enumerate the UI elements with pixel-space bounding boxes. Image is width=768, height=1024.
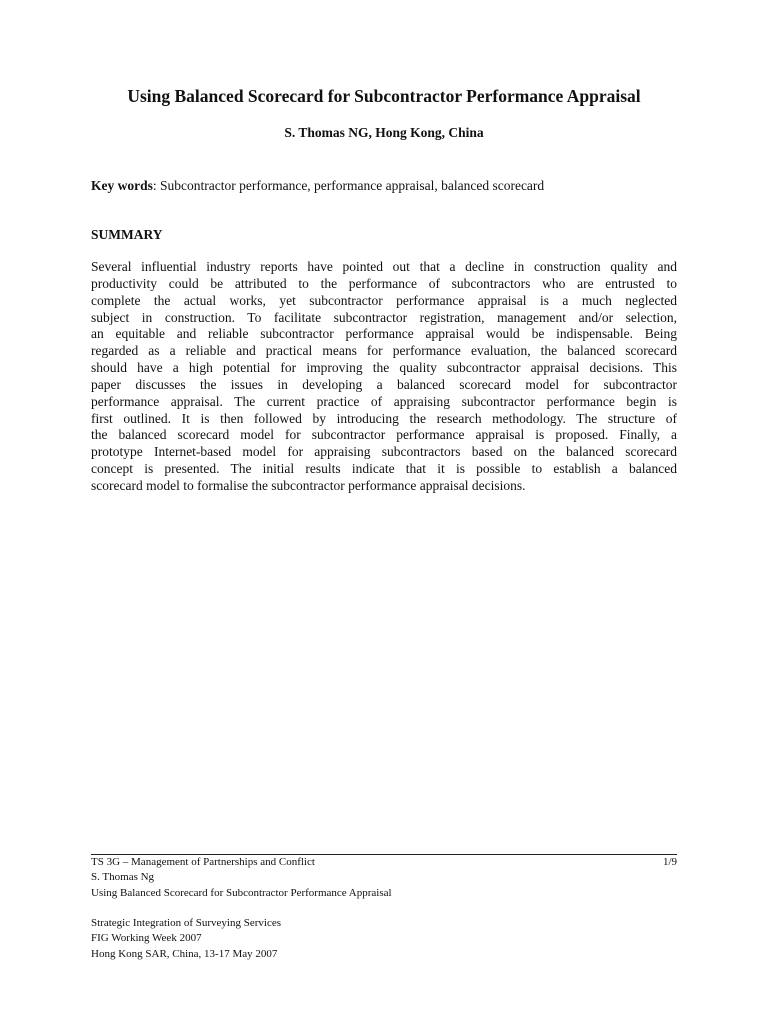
summary-line: subject in construction. To facilitate subcontractor registration, management and/or selection,	[91, 309, 677, 325]
footer-event: FIG Working Week 2007	[91, 932, 202, 945]
footer-author: S. Thomas Ng	[91, 871, 155, 884]
author-line: S. Thomas NG, Hong Kong, China	[284, 125, 484, 140]
summary-line: concept is presented. The initial results indicate that it is possible to establish a balanced	[91, 461, 677, 477]
paper-title: Using Balanced Scorecard for Subcontractor Performance Appraisal	[127, 86, 641, 106]
summary-line: first outlined. It is then followed by introducing the research methodology. The structure of	[91, 410, 677, 426]
footer-paper-title: Using Balanced Scorecard for Subcontractor Performance Appraisal	[91, 886, 392, 899]
summary-line: scorecard model to formalise the subcontractor performance appraisal decisions.	[91, 477, 526, 493]
summary-line: should have a high potential for improving the quality subcontractor appraisal decisions. This	[91, 360, 677, 376]
summary-line: performance appraisal. The current practice of appraising subcontractor performance begin is	[91, 393, 677, 409]
page-number: 1/9	[662, 856, 677, 868]
footer-spacer	[91, 901, 677, 916]
page-footer	[91, 855, 677, 962]
summary-heading: SUMMARY	[91, 227, 163, 242]
keywords-label: Key words	[91, 178, 153, 193]
summary-line: the balanced scorecard model for subcontractor performance appraisal is proposed. Finally, a	[91, 427, 677, 443]
footer-conference-theme: Strategic Integration of Surveying Services	[91, 917, 282, 930]
summary-line: Several influential industry reports have pointed out that a decline in construction quality and	[91, 259, 677, 274]
summary-line: regarded as a reliable and practical means for performance evaluation, the balanced scorecard	[91, 343, 677, 359]
summary-paragraph	[91, 259, 677, 495]
footer-location-date: Hong Kong SAR, China, 13-17 May 2007	[91, 947, 278, 960]
summary-line: paper discusses the issues in developing a balanced scorecard model for subcontractor	[91, 376, 677, 392]
summary-line: an equitable and reliable subcontractor performance appraisal would be indispensable. Being	[91, 326, 677, 342]
summary-line: complete the actual works, yet subcontractor performance appraisal is a much neglected	[91, 292, 677, 308]
keywords-text: : Subcontractor performance, performance appraisal, balanced scorecard	[152, 178, 545, 193]
summary-line: productivity could be attributed to the performance of subcontractors who are entrusted to	[91, 275, 677, 291]
footer-session: TS 3G – Management of Partnerships and Conflict	[91, 856, 315, 868]
summary-line: prototype Internet-based model for appraising subcontractors based on the balanced scorecard	[91, 444, 677, 460]
keywords-line	[91, 177, 544, 195]
